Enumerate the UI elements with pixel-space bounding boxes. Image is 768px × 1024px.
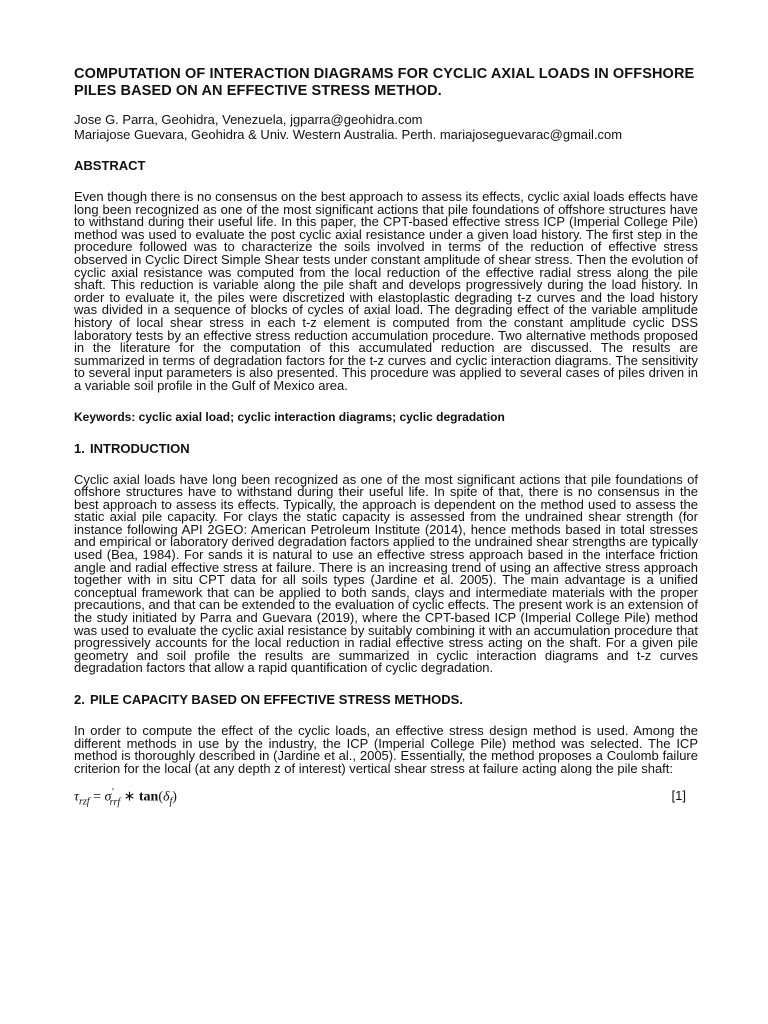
author-line: Jose G. Parra, Geohidra, Venezuela, jgparra@geohidra.com bbox=[74, 112, 423, 127]
section-number: 1. bbox=[74, 440, 85, 456]
tau-symbol: τ bbox=[74, 790, 80, 806]
equation-body bbox=[74, 787, 177, 807]
section-number: 2. bbox=[74, 692, 85, 707]
pile-capacity-text: In order to compute the effect of the cyclic loads, an effective stress design method is used. Among the different methods in use by the industry, the ICP (Imperial College Pile) method was selected. The ICP method is thoroughly described in (Jardine et al., 2005). Essentially, the method proposes a Coulomb failure criterion for the local (at any depth z of interest) vertical shear stress at failure acting along the pile shaft: bbox=[74, 723, 698, 776]
introduction-text: Cyclic axial loads have long been recognized as one of the most significant actions that pile foundations of offshore structures have to withstand during their useful life. In spite of that, there is no consensus in the best approach to assess its effects. Typically, the approach is dependent on the method used to assess the static axial pile capacity. For clays the static capacity is assessed from the undrained shear strength (for instance following API 2GEO: American Petroleum Institute (2014), hence methods based in total stresses and empirical or laboratory derived degradation factors applied to the undrained shear strengths are typically used (Bea, 1984). For sands it is natural to use an effective stress approach based in the interface friction angle and radial effective stress at failure. There is an increasing trend of using an affective stress approach together with in situ CPT data for all soils types (Jardine et al. 2005). The main advantage is a unified conceptual framework that can be applied to both sands, clays and intermediate materials with the proper precautions, and that can be extended to the evaluation of cyclic effects. The present work is an extension of the study initiated by Parra and Guevara (2019), where the CPT-based ICP (Imperial College Pile) method was used to evaluate the cyclic axial resistance by suitably combining it with an accumulation procedure that progressively accounts for the local reduction in radial effective stress acting on the shaft. For a given pile geometry and soil profile the results are summarized in cyclic interaction diagrams and t-z curves degradation factors that allow a rapid quantification of cyclic degradation. bbox=[74, 471, 698, 676]
sigma-subscript: rrf bbox=[109, 796, 121, 808]
abstract-heading: ABSTRACT bbox=[74, 158, 146, 173]
sigma-symbol: σ bbox=[104, 790, 112, 806]
close-paren: ) bbox=[172, 790, 177, 806]
section-heading-pile-capacity bbox=[74, 692, 698, 707]
multiply-operator: ∗ bbox=[120, 790, 139, 806]
equation-number: [1] bbox=[671, 788, 686, 804]
paper-page bbox=[74, 66, 698, 807]
keywords: Keywords: cyclic axial load; cyclic interaction diagrams; cyclic degradation bbox=[74, 409, 505, 424]
sigma-prime: ′ bbox=[111, 787, 114, 799]
section-heading-introduction bbox=[74, 441, 698, 456]
section-title: PILE CAPACITY BASED ON EFFECTIVE STRESS METHODS. bbox=[90, 692, 463, 707]
delta-symbol: δ bbox=[163, 790, 170, 806]
open-paren: ( bbox=[158, 790, 163, 806]
tan-function: tan bbox=[138, 790, 159, 806]
delta-subscript: f bbox=[169, 796, 173, 808]
author-list bbox=[74, 112, 698, 142]
tau-subscript: rzf bbox=[79, 796, 90, 808]
abstract-text: Even though there is no consensus on the best approach to assess its effects, cyclic axial loads effects have long been recognized as one of the most significant actions that pile foundations of offshore structures have to withstand during their useful life. In this paper, the CPT-based effective stress ICP (Imperial College Pile) method was used to evaluate the post cyclic axial resistance under a given load history. The first step in the procedure followed was to characterize the soils involved in terms of the reduction of effective stress observed in Cyclic Direct Simple Shear tests under constant amplitude of shear stress. Then the evolution of cyclic axial resistance was computed from the local reduction of the effective radial stress along the pile shaft. This reduction is variable along the pile shaft and develops progressively during the load history. In order to evaluate it, the piles were discretized with elastoplastic degrading t-z curves and the load history was divided in a sequence of blocks of cycles of axial load. The degrading effect of the variable amplitude history of local shear stress in each t-z element is computed from the constant amplitude cyclic DSS laboratory tests by an effective stress reduction accumulation procedure. Two alternative methods proposed in the literature for the computation of this accumulated reduction are discussed. The results are summarized in terms of degradation factors for the t-z curves and cyclic interaction diagrams. The sensitivity to several input parameters is also presented. This procedure was applied to several cases of piles driven in a variable soil profile in the Gulf of Mexico area. bbox=[74, 189, 698, 393]
section-title: INTRODUCTION bbox=[90, 440, 190, 456]
paper-title: COMPUTATION OF INTERACTION DIAGRAMS FOR CYCLIC AXIAL LOADS IN OFFSHORE PILES BASED ON AN EFFECTIVE STRESS METHOD. bbox=[74, 66, 695, 99]
equation-1 bbox=[74, 787, 698, 807]
author-line: Mariajose Guevara, Geohidra & Univ. Western Australia. Perth. mariajoseguevarac@gmail.com bbox=[74, 127, 623, 142]
equals-sign: = bbox=[89, 790, 105, 806]
